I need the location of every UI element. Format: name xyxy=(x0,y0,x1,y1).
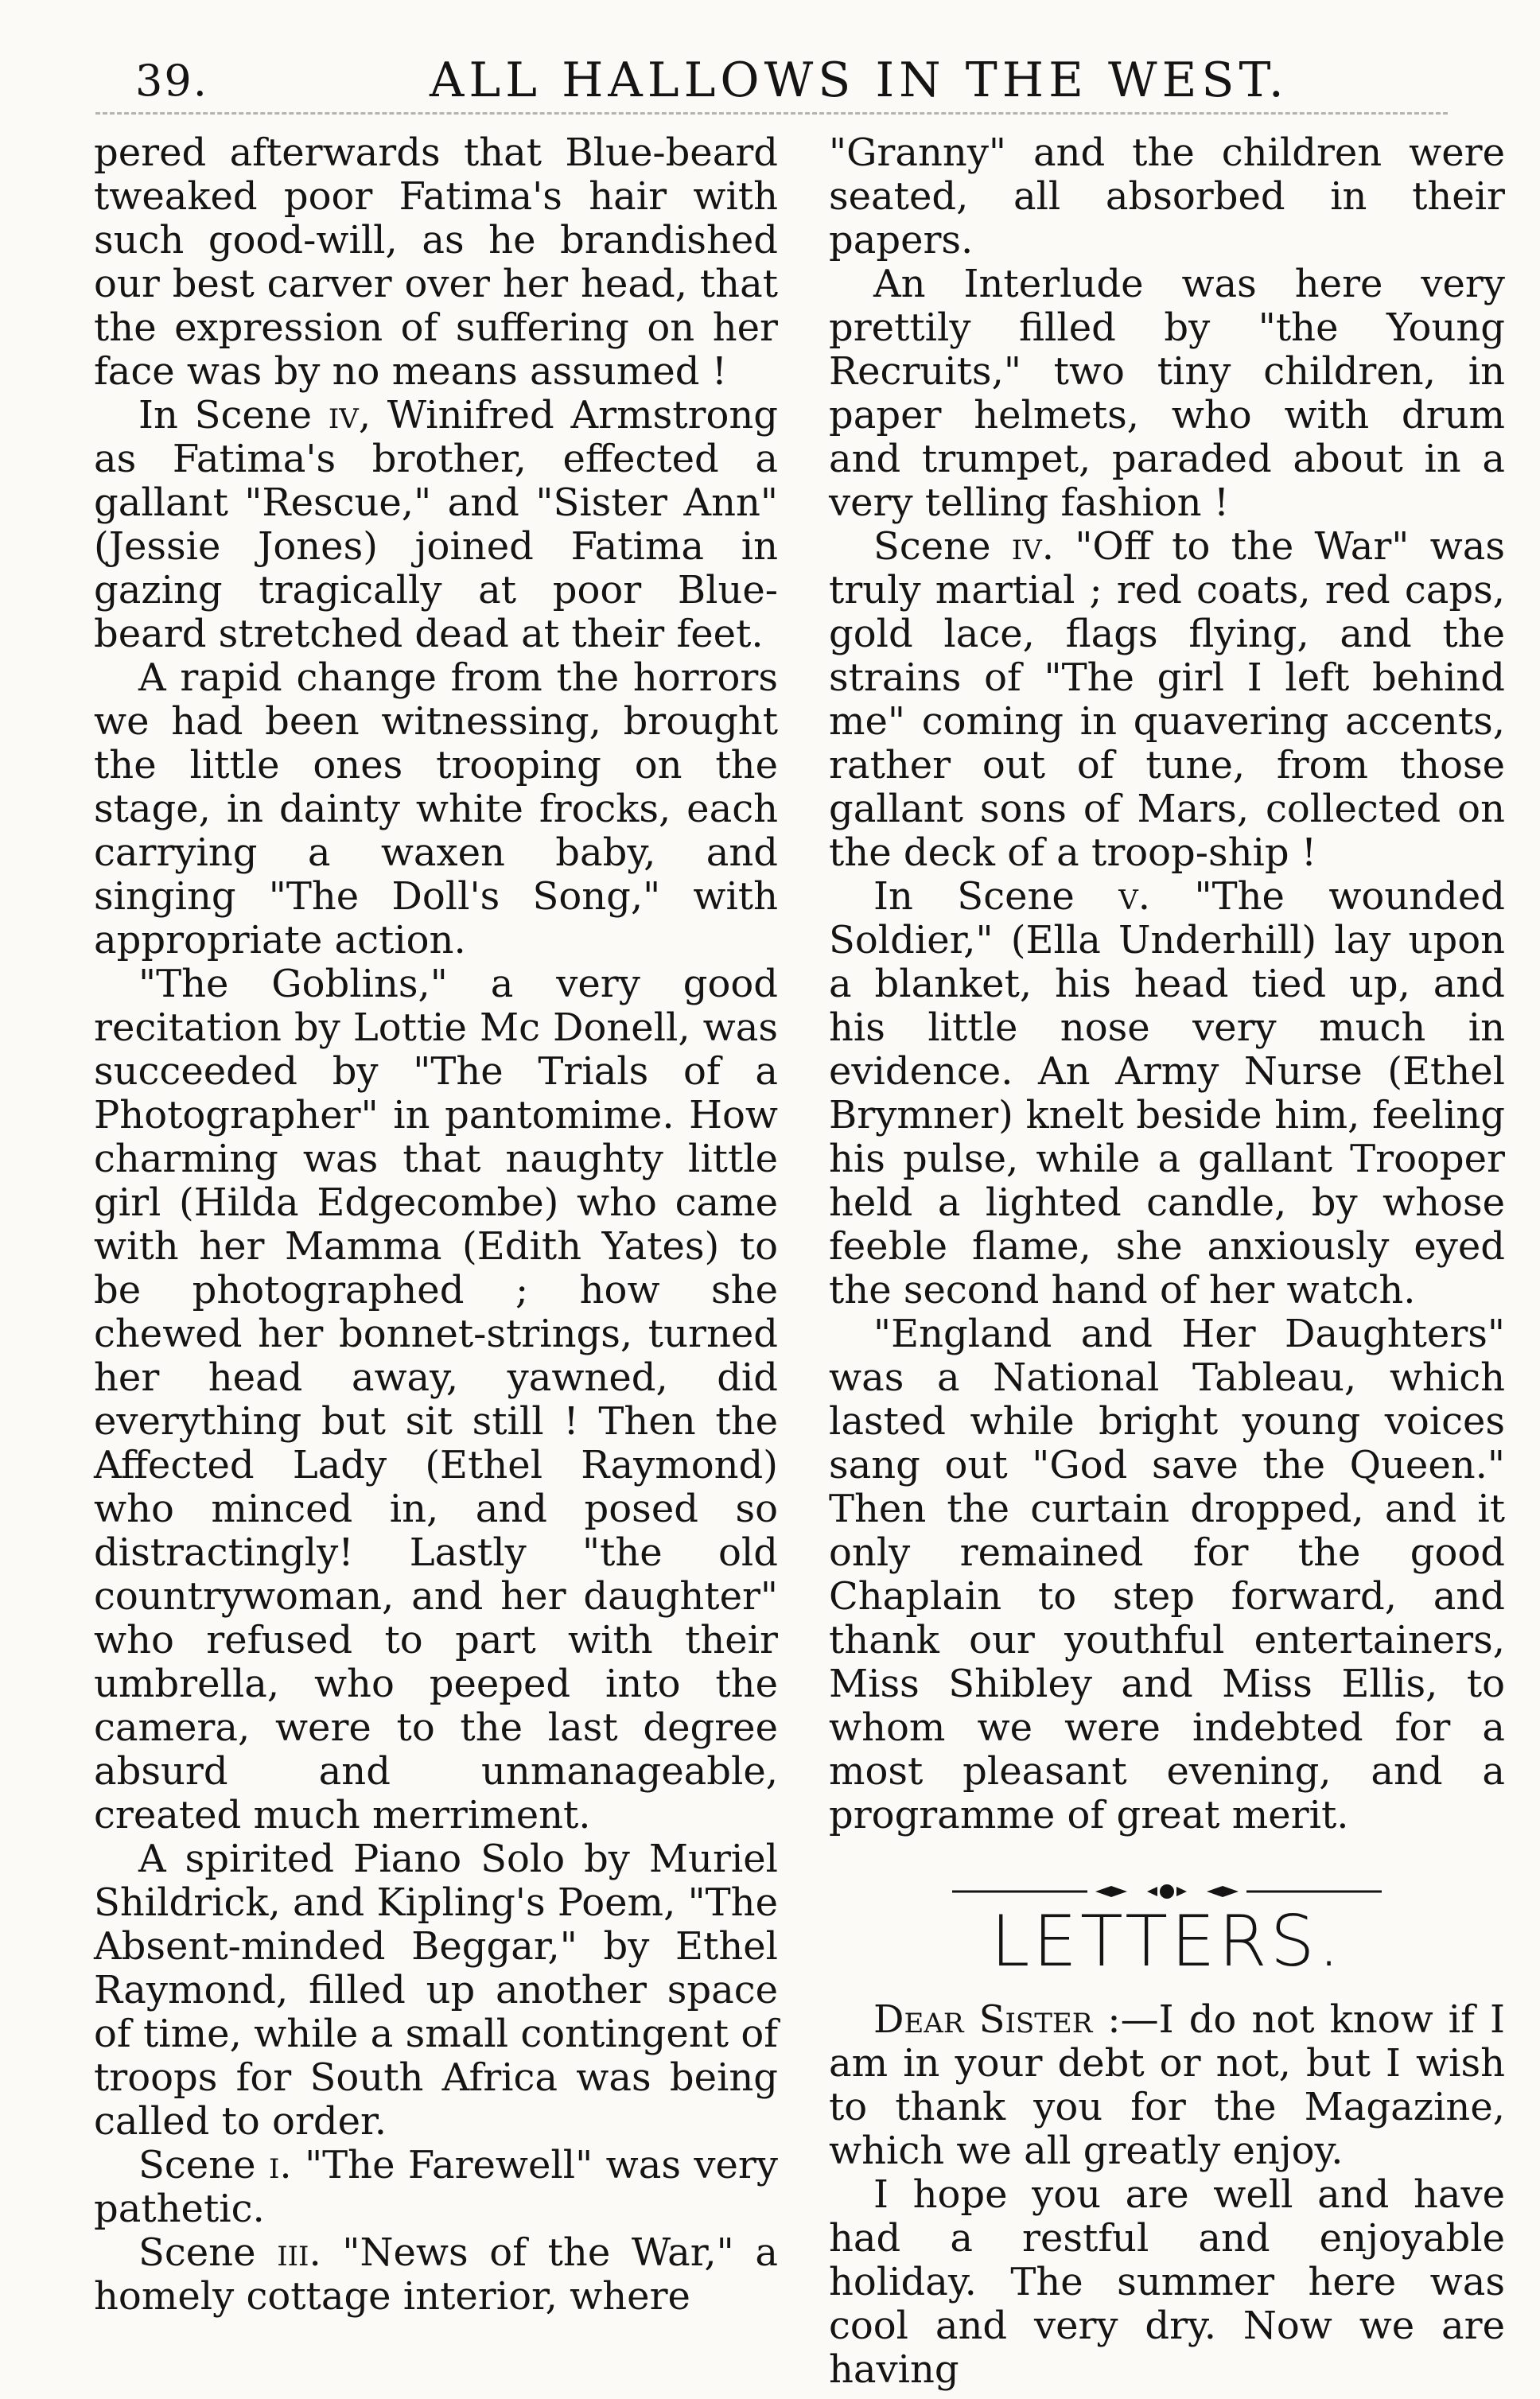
scene-numeral: i xyxy=(268,2143,280,2187)
page-number: 39. xyxy=(135,56,208,106)
paragraph-text: :—I do not know if I am in your debt or not, but I wish to thank you for the Magazine, which we all greatly enjoy. xyxy=(829,1997,1506,2173)
paragraph-text: . "The wounded Soldier," (Ella Underhill) lay upon a blanket, his head tied up, and his little nose very much in evidence. An Army Nurse (Ethel Brymner) knelt beside him, feeling his pulse, while a gallant Trooper held a lighted candle, by whose feeble flame, she anxiously eyed the second hand of her watch. xyxy=(829,874,1505,1312)
right-column xyxy=(829,131,1505,2392)
paragraph-text: . "The Farewell" was very pathetic. xyxy=(94,2143,778,2231)
paragraph: I hope you are well and have had a restful and enjoyable holiday. The summer here was cool and very dry. Now we are having xyxy=(829,2172,1505,2392)
paragraph: "England and Her Daughters" was a National Tableau, which lasted while bright young voices sang out "God save the Queen." Then the curtain dropped, and it only remained for the good Chaplain to step forward, and thank our youthful entertainers, Miss Shibley and Miss Ellis, to whom we were indebted for a most pleasant evening, and a programme of great merit. xyxy=(829,1312,1505,1837)
scene-word: In Scene xyxy=(873,874,1075,919)
scene-word: In Scene xyxy=(138,393,313,437)
scene-numeral: iv xyxy=(328,393,359,437)
running-title: ALL HALLOWS IN THE WEST. xyxy=(430,52,1289,108)
paragraph: An Interlude was here very prettily filled by "the Young Recruits," two tiny children, in paper helmets, who with drum and trumpet, paraded about in a very telling fashion ! xyxy=(829,262,1505,525)
paragraph xyxy=(829,1998,1505,2173)
paragraph xyxy=(94,2231,778,2319)
scene-numeral: iv xyxy=(1011,524,1042,569)
header-rule xyxy=(95,112,1448,115)
paragraph: A spirited Piano Solo by Muriel Shildrick, and Kipling's Poem, "The Absent-minded Beggar," by Ethel Raymond, filled up another space of time, while a small contingent of troops for South Africa was being called to order. xyxy=(94,1837,778,2144)
scene-numeral: v xyxy=(1118,874,1138,919)
paragraph-text: . "News of the War," a homely cottage interior, where xyxy=(94,2230,778,2319)
letter-salutation: Dear Sister xyxy=(873,1997,1093,2042)
scene-word: Scene xyxy=(873,524,991,569)
paragraph xyxy=(829,525,1505,875)
paragraph xyxy=(829,875,1505,1312)
paragraph: "The Goblins," a very good recitation by Lottie Mc Donell, was succeeded by "The Trials of a Photographer" in pantomime. How charming was that naughty little girl (Hilda Edgecombe) who came with her Mamma (Edith Yates) to be photographed ; how she chewed her bonnet-strings, turned her head away, yawned, did everything but sit still ! Then the Affected Lady (Ethel Raymond) who minced in, and posed so distractingly! Lastly "the old countrywoman, and her daughter" who refused to part with their umbrella, who peeped into the camera, were to the last degree absurd and unmanageable, created much merriment. xyxy=(94,962,778,1837)
paragraph-text: . "Off to the War" was truly martial ; red coats, red caps, gold lace, flags flying, and the strains of "The girl I left behind me" coming in quavering accents, rather out of tune, from those gallant sons of Mars, collected on the deck of a troop-ship ! xyxy=(829,524,1505,875)
scene-word: Scene xyxy=(138,2230,256,2275)
page-header xyxy=(95,38,1448,115)
paragraph: pered afterwards that Blue-beard tweaked poor Fatima's hair with such good-will, as he brandished our best carver over her head, that the expression of suffering on her face was by no means assumed ! xyxy=(94,130,778,394)
paragraph xyxy=(94,2144,778,2231)
paragraph xyxy=(94,394,778,656)
paragraph-text: , Winifred Armstrong as Fatima's brother, effected a gallant "Rescue," and "Sister Ann" (Jessie Jones) joined Fatima in gazing tragically at poor Blue-beard stretched dead at their feet. xyxy=(94,393,778,656)
scene-numeral: iii xyxy=(277,2230,309,2275)
section-heading: LETTERS. xyxy=(990,1900,1344,1982)
left-column xyxy=(94,131,778,2319)
scene-word: Scene xyxy=(138,2143,256,2187)
paragraph: A rapid change from the horrors we had been witnessing, brought the little ones trooping on the stage, in dainty white frocks, each carrying a waxen baby, and singing "The Doll's Song," with appropriate action. xyxy=(94,655,778,962)
paragraph: "Granny" and the children were seated, all absorbed in their papers. xyxy=(829,130,1505,262)
